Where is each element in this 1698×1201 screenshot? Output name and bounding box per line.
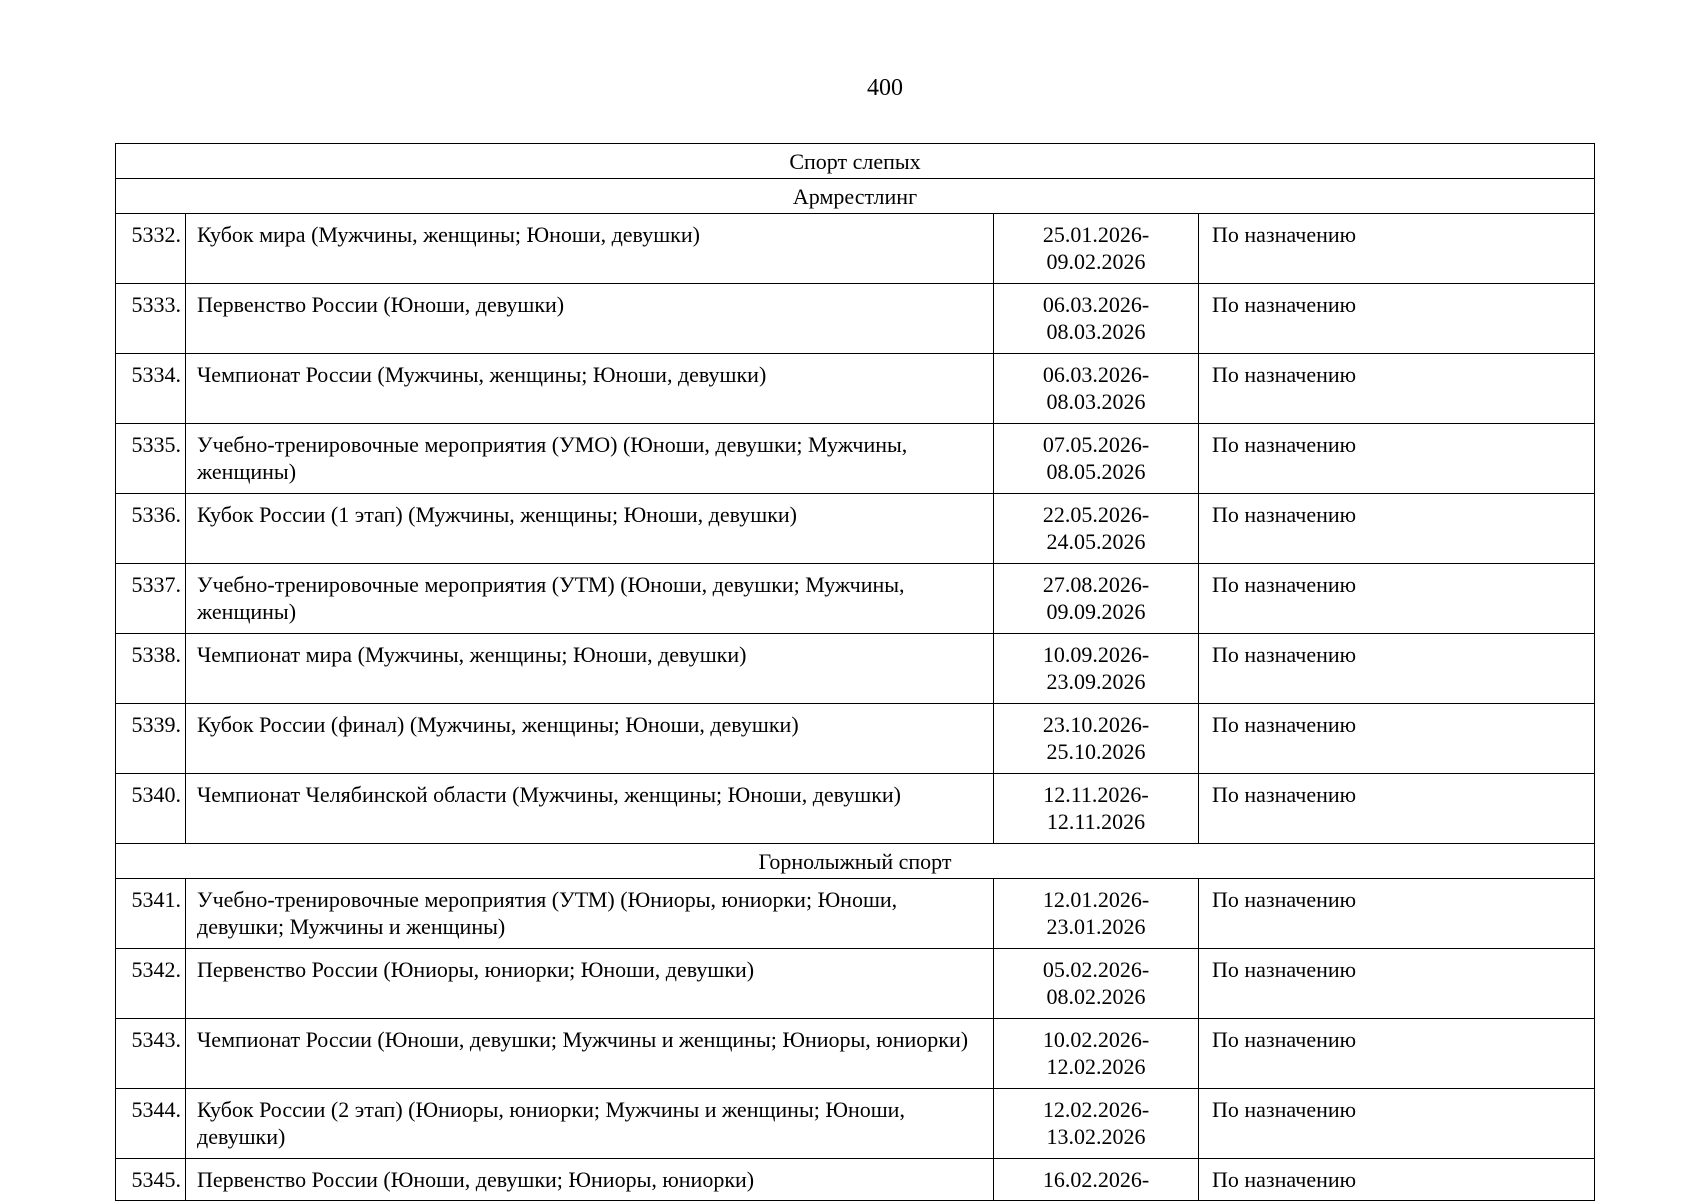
date-to: 08.03.2026 — [1046, 389, 1146, 414]
table-row — [116, 704, 1595, 774]
date-to: 23.09.2026 — [1046, 669, 1146, 694]
row-number: 5333. — [116, 284, 186, 354]
event-name: Первенство России (Юноши, девушки) — [186, 284, 994, 354]
events-table-body — [116, 144, 1595, 1201]
date-to: 24.05.2026 — [1046, 529, 1146, 554]
event-name: Кубок России (финал) (Мужчины, женщины; Юноши, девушки) — [186, 704, 994, 774]
event-place: По назначению — [1199, 634, 1595, 704]
event-dates — [994, 949, 1199, 1019]
section-header-alpine — [116, 844, 1595, 879]
table-row — [116, 1089, 1595, 1159]
event-dates — [994, 494, 1199, 564]
row-number: 5341. — [116, 879, 186, 949]
row-number: 5337. — [116, 564, 186, 634]
row-number: 5335. — [116, 424, 186, 494]
date-from: 12.01.2026- — [1042, 887, 1150, 912]
date-to: 09.02.2026 — [1046, 249, 1146, 274]
event-dates — [994, 214, 1199, 284]
section-title: Спорт слепых — [116, 144, 1595, 179]
date-from: 05.02.2026- — [1042, 957, 1150, 982]
event-dates — [994, 354, 1199, 424]
table-row — [116, 284, 1595, 354]
page-number: 400 — [867, 75, 903, 101]
event-name: Чемпионат России (Юноши, девушки; Мужчины и женщины; Юниоры, юниорки) — [186, 1019, 994, 1089]
event-name: Учебно-тренировочные мероприятия (УТМ) (Юноши, девушки; Мужчины, женщины) — [186, 564, 994, 634]
event-place: По назначению — [1199, 214, 1595, 284]
table-row — [116, 564, 1595, 634]
event-place: По назначению — [1199, 704, 1595, 774]
event-place: По назначению — [1199, 494, 1595, 564]
event-name: Первенство России (Юноши, девушки; Юниоры, юниорки) — [186, 1159, 994, 1201]
event-name: Первенство России (Юниоры, юниорки; Юноши, девушки) — [186, 949, 994, 1019]
date-from: 10.09.2026- — [1042, 642, 1150, 667]
date-from: 12.11.2026- — [1043, 782, 1149, 807]
row-number: 5336. — [116, 494, 186, 564]
date-from: 25.01.2026- — [1042, 222, 1150, 247]
row-number: 5338. — [116, 634, 186, 704]
date-to: 08.03.2026 — [1046, 319, 1146, 344]
date-from: 10.02.2026- — [1042, 1027, 1150, 1052]
event-name: Кубок России (2 этап) (Юниоры, юниорки; Мужчины и женщины; Юноши, девушки) — [186, 1089, 994, 1159]
table-row — [116, 214, 1595, 284]
date-to: 08.02.2026 — [1046, 984, 1146, 1009]
event-name: Кубок мира (Мужчины, женщины; Юноши, девушки) — [186, 214, 994, 284]
events-table — [115, 143, 1595, 1201]
event-name: Учебно-тренировочные мероприятия (УМО) (Юноши, девушки; Мужчины, женщины) — [186, 424, 994, 494]
row-number: 5342. — [116, 949, 186, 1019]
table-row — [116, 774, 1595, 844]
table-row — [116, 424, 1595, 494]
row-number: 5344. — [116, 1089, 186, 1159]
date-to: 12.11.2026 — [1046, 809, 1146, 834]
event-place: По назначению — [1199, 1089, 1595, 1159]
event-dates — [994, 1089, 1199, 1159]
date-to: 12.02.2026 — [1046, 1054, 1146, 1079]
date-from: 22.05.2026- — [1042, 502, 1150, 527]
event-place: По назначению — [1199, 424, 1595, 494]
event-place: По назначению — [1199, 564, 1595, 634]
date-to: 13.02.2026 — [1046, 1124, 1146, 1149]
row-number: 5345. — [116, 1159, 186, 1201]
section-title: Армрестлинг — [116, 179, 1595, 214]
date-from: 06.03.2026- — [1042, 362, 1150, 387]
event-dates — [994, 1159, 1199, 1201]
table-row — [116, 494, 1595, 564]
section-title: Горнолыжный спорт — [116, 844, 1595, 879]
table-row — [116, 354, 1595, 424]
date-from: 06.03.2026- — [1042, 292, 1150, 317]
date-to: 25.10.2026 — [1046, 739, 1146, 764]
table-row — [116, 879, 1595, 949]
event-place: По назначению — [1199, 284, 1595, 354]
row-number: 5339. — [116, 704, 186, 774]
row-number: 5332. — [116, 214, 186, 284]
event-place: По назначению — [1199, 1159, 1595, 1201]
date-to: 08.05.2026 — [1046, 459, 1146, 484]
date-from: 12.02.2026- — [1042, 1097, 1150, 1122]
table-row — [116, 1159, 1595, 1201]
event-place: По назначению — [1199, 774, 1595, 844]
date-from: 27.08.2026- — [1042, 572, 1150, 597]
table-row — [116, 949, 1595, 1019]
date-from: 23.10.2026- — [1042, 712, 1150, 737]
row-number: 5343. — [116, 1019, 186, 1089]
date-to: 09.09.2026 — [1046, 599, 1146, 624]
section-header-armwrestling — [116, 179, 1595, 214]
section-header-sport — [116, 144, 1595, 179]
table-row — [116, 634, 1595, 704]
row-number: 5334. — [116, 354, 186, 424]
event-dates — [994, 634, 1199, 704]
event-dates — [994, 424, 1199, 494]
date-from: 07.05.2026- — [1042, 432, 1150, 457]
row-number: 5340. — [116, 774, 186, 844]
event-dates — [994, 704, 1199, 774]
event-place: По назначению — [1199, 1019, 1595, 1089]
date-to: 23.01.2026 — [1046, 914, 1146, 939]
event-place: По назначению — [1199, 879, 1595, 949]
event-dates — [994, 774, 1199, 844]
event-dates — [994, 284, 1199, 354]
event-name: Чемпионат Челябинской области (Мужчины, женщины; Юноши, девушки) — [186, 774, 994, 844]
event-dates — [994, 879, 1199, 949]
event-place: По назначению — [1199, 949, 1595, 1019]
event-dates — [994, 1019, 1199, 1089]
event-name: Кубок России (1 этап) (Мужчины, женщины; Юноши, девушки) — [186, 494, 994, 564]
event-name: Учебно-тренировочные мероприятия (УТМ) (Юниоры, юниорки; Юноши, девушки; Мужчины и женщины) — [186, 879, 994, 949]
table-row — [116, 1019, 1595, 1089]
date-from: 16.02.2026- — [1042, 1167, 1150, 1192]
event-name: Чемпионат мира (Мужчины, женщины; Юноши, девушки) — [186, 634, 994, 704]
event-dates — [994, 564, 1199, 634]
event-name: Чемпионат России (Мужчины, женщины; Юноши, девушки) — [186, 354, 994, 424]
event-place: По назначению — [1199, 354, 1595, 424]
